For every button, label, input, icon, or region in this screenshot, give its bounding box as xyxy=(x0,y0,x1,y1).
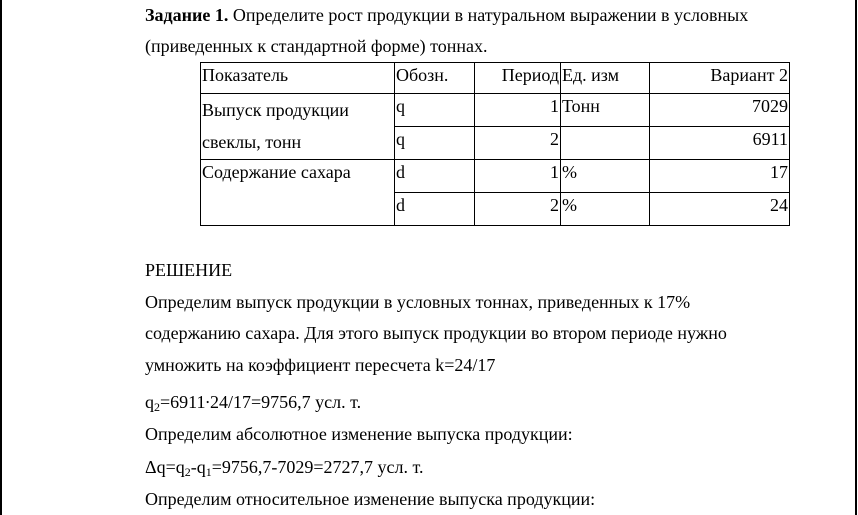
task-label: Задание 1. xyxy=(145,5,229,25)
solution-text-line2: содержанию сахара. Для этого выпуск продукции во втором периоде нужно xyxy=(145,323,727,343)
formula-subscript: 2 xyxy=(184,465,191,479)
header-cell-variant: Вариант 2 xyxy=(650,63,790,94)
right-border-rule xyxy=(855,0,857,515)
formula-expression: =9756,7-7029=2727,7 усл. т. xyxy=(211,457,424,477)
cell-value: 7029 xyxy=(650,94,790,127)
cell-symbol: q xyxy=(395,94,475,127)
left-border-rule xyxy=(0,0,2,515)
cell-value: 6911 xyxy=(650,127,790,160)
formula-absolute-change xyxy=(145,456,424,478)
formula-part: -q xyxy=(190,457,206,477)
cell-unit: % xyxy=(561,160,650,193)
cell-unit xyxy=(561,127,650,160)
task-heading xyxy=(145,4,748,26)
solution-text-line3: умножить на коэффициент пересчета k=24/17 xyxy=(145,355,496,375)
cell-unit: % xyxy=(561,193,650,226)
header-cell-unit: Ед. изм xyxy=(561,63,650,94)
solution-text-relative: Определим относительное изменение выпуска продукции: xyxy=(145,489,596,509)
formula-subscript: 2 xyxy=(154,400,160,414)
table-row xyxy=(201,160,790,193)
cell-period: 2 xyxy=(475,193,561,226)
table-row xyxy=(201,94,790,127)
cell-period: 1 xyxy=(475,160,561,193)
formula-symbol: q xyxy=(145,392,154,412)
cell-symbol: q xyxy=(395,127,475,160)
task-text-line1: Определите рост продукции в натуральном выражении в условных xyxy=(232,5,749,25)
formula-part: Δq=q xyxy=(145,457,185,477)
solution-text-line1: Определим выпуск продукции в условных тоннах, приведенных к 17% xyxy=(145,292,691,312)
cell-period: 2 xyxy=(475,127,561,160)
header-cell-indicator: Показатель xyxy=(201,63,395,94)
solution-text-absolute: Определим абсолютное изменение выпуска продукции: xyxy=(145,424,573,444)
group-label-sugar: Содержание сахара xyxy=(201,160,395,226)
formula-subscript: 1 xyxy=(205,465,212,479)
cell-value: 17 xyxy=(650,160,790,193)
table-header-row xyxy=(201,63,790,94)
header-cell-symbol: Обозн. xyxy=(395,63,475,94)
cell-symbol: d xyxy=(395,193,475,226)
header-cell-period: Период xyxy=(475,63,561,94)
formula-converted-output xyxy=(145,391,361,413)
cell-period: 1 xyxy=(475,94,561,127)
cell-value: 24 xyxy=(650,193,790,226)
cell-symbol: d xyxy=(395,160,475,193)
data-table xyxy=(200,62,790,226)
group-label-output: Выпуск продукции свеклы, тонн xyxy=(201,94,395,160)
solution-heading: РЕШЕНИЕ xyxy=(145,260,233,280)
formula-expression: =6911∙24/17=9756,7 усл. т. xyxy=(160,392,362,412)
cell-unit: Тонн xyxy=(561,94,650,127)
task-text-line2: (приведенных к стандартной форме) тоннах. xyxy=(145,36,488,56)
